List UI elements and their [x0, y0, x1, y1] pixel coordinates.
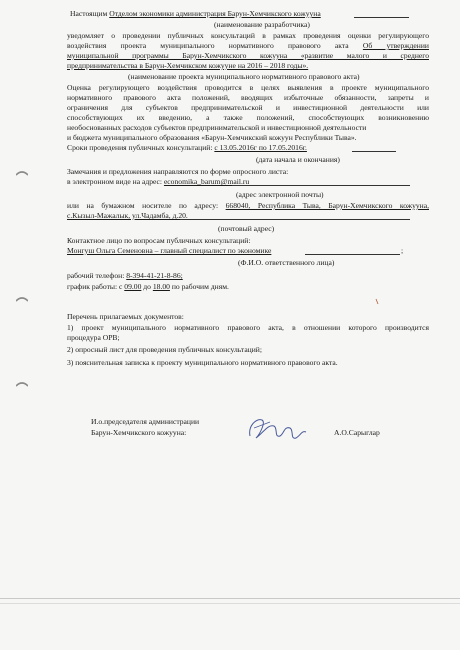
punch-hole-icon — [16, 296, 28, 302]
punch-hole-icon — [16, 381, 28, 387]
comments-intro-line: Замечания и предложения направляются по форме опросного листа: — [67, 167, 289, 176]
notice-text-line: предпринимательства в Барун-Хемчикском кожууне на 2016 – 2018 годы». — [67, 61, 309, 70]
notice-text-line: воздействия проекта муниципального нормативного правового акта Об утверждении — [67, 41, 429, 50]
underline-rule — [354, 17, 409, 18]
caption-responsible: (Ф.И.О. ответственного лица) — [238, 258, 335, 267]
caption-address: (почтовый адрес) — [218, 224, 275, 233]
attachment-item: 3) пояснительная записка к проекту муниципального нормативного правового акта. — [67, 358, 338, 367]
assessment-text-line: нормативного правового акта положений, вводящих избыточные обязанности, запреты и — [67, 93, 429, 102]
caption-dates: (дата начала и окончания) — [256, 155, 340, 164]
postal-line: с.Кызыл-Мажалык, ул.Чадамба, д.20. — [67, 211, 188, 220]
contact-semicolon: ; — [401, 246, 404, 255]
assessment-text-line: способствующих их введению, а также положений, способствующих возникновению — [67, 113, 429, 122]
signatory-name: А.О.Сарыглар — [334, 428, 380, 437]
contact-intro-line: Контактное лицо по вопросам публичных консультаций: — [67, 236, 251, 245]
signatory-title: Барун-Хемчикского кожууна: — [91, 428, 187, 437]
assessment-text-line: Оценка регулирующего воздействия проводится в целях выявления в проекте муниципального — [67, 83, 429, 92]
consultation-dates-line: Сроки проведения публичных консультаций: с 13.05.2016г по 17.05.2016г. — [67, 143, 307, 152]
notice-text-line: муниципальной программы Барун-Хемчикского кожууна «развитие малого и среднего — [67, 51, 429, 60]
handwritten-signature — [244, 412, 314, 446]
page-edge-divider — [0, 603, 460, 604]
underline-rule — [180, 219, 410, 220]
postal-line: или на бумажном носителе по адресу: 668040, Республика Тыва, Барун-Хемчикского кожууна, — [67, 201, 429, 210]
signatory-title: И.о.председателя администрации — [91, 417, 200, 426]
assessment-text-line: ограничения для субъектов предпринимательской и инвестиционной деятельности или — [67, 103, 429, 112]
attachments-heading: Перечень прилагаемых документов: — [67, 312, 184, 321]
assessment-text-line: и бюджета муниципального образования «Барун-Хемчикский кожуун Республики Тыва». — [67, 133, 357, 142]
email-line: в электронном виде на адрес: economika_barum@mail.ru — [67, 177, 250, 186]
attachment-item: 2) опросный лист для проведения публичных консультаций; — [67, 345, 262, 354]
email-link[interactable]: economika_barum@mail.ru — [163, 177, 250, 186]
notice-text-line: уведомляет о проведении публичных консультаций в рамках проведения оценки регулирующего — [67, 31, 429, 40]
phone-line: рабочий телефон: 8-394-41-21-8-86; — [67, 271, 183, 280]
notice-opening-line: Настоящим Отделом экономики администрация Барун-Хемчикского кожууна — [70, 9, 321, 18]
attachment-item: 1) проект муниципального нормативного правового акта, в отношении которого производится — [67, 323, 429, 332]
contact-person-line: Монгуш Ольга Семеновна – главный специалист по экономике — [67, 246, 272, 255]
schedule-line: график работы: с 09.00 до 18.00 по рабочим дням. — [67, 282, 229, 291]
underline-rule — [352, 151, 396, 152]
page-edge-divider — [0, 598, 460, 599]
caption-email: (адрес электронной почты) — [236, 190, 324, 199]
punch-hole-icon — [16, 170, 28, 176]
caption-act-name: (наименование проекта муниципального нормативного правового акта) — [128, 72, 360, 81]
attachment-item: процедура ОРВ; — [67, 333, 120, 342]
caption-developer-name: (наименование разработчика) — [214, 20, 310, 29]
assessment-text-line: необоснованных расходов субъектов предпринимательской и инвестиционной деятельности — [67, 123, 367, 132]
underline-rule — [305, 254, 400, 255]
pen-mark-icon — [375, 298, 380, 306]
underline-rule — [232, 185, 410, 186]
